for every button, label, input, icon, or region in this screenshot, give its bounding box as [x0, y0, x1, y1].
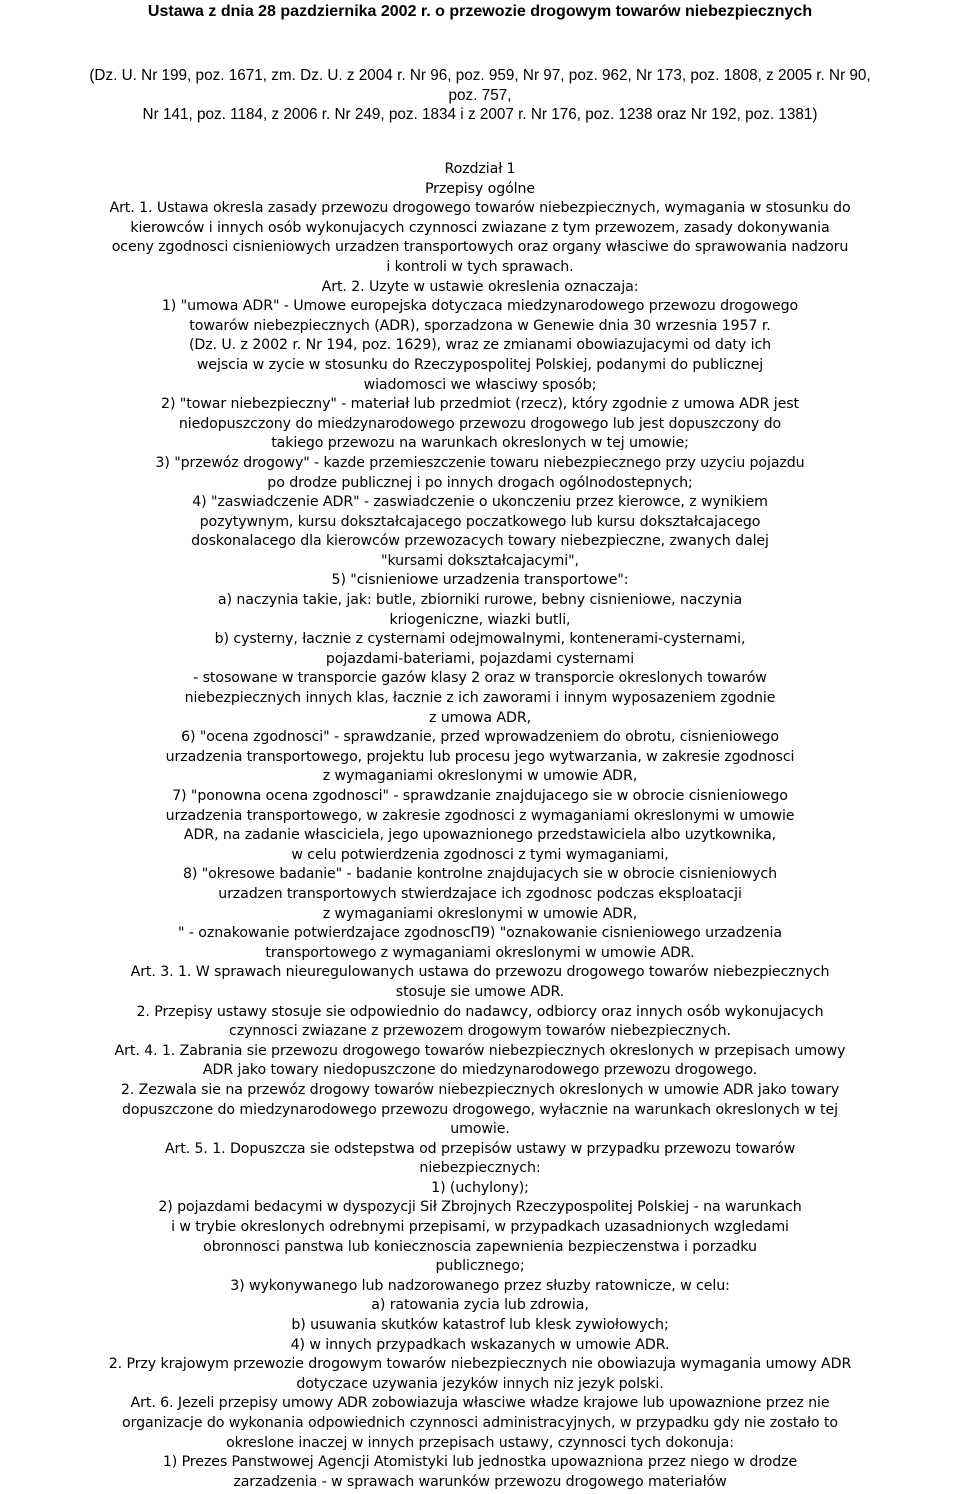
text-line: z wymaganiami okreslonymi w umowie ADR, [322, 768, 638, 785]
text-line: a) naczynia takie, jak: butle, zbiorniki rurowe, bebny cisnieniowe, naczynia [217, 592, 743, 609]
text-line: i w trybie okreslonych odrebnymi przepisami, w przypadkach uzasadnionych wzgledami [171, 1219, 789, 1236]
text-line: okreslone inaczej w innych przepisach ustawy, czynnosci tych dokonuja: [226, 1434, 734, 1451]
text-line: 1) "umowa ADR" - Umowe europejska dotyczaca miedzynarodowego przewozu drogowego [161, 298, 799, 315]
source-line: (Dz. U. Nr 199, poz. 1671, zm. Dz. U. z 2004 r. Nr 96, poz. 959, Nr 97, poz. 962, Nr 173, poz. 1808, z 2005 r. Nr 90, [89, 67, 871, 84]
text-line: urzadzenia transportowego, projektu lub procesu jego wytwarzania, w zakresie zgodnosci [165, 748, 795, 765]
text-line: 7) "ponowna ocena zgodnosci" - sprawdzanie znajdujacego sie w obrocie cisnieniowego [172, 788, 788, 804]
text-line: niedopuszczony do miedzynarodowego przewozu drogowego lub jest dopuszczony do [178, 415, 782, 432]
text-line: zarzadzenia - w sprawach warunków przewozu drogowego materiałów [233, 1473, 727, 1490]
text-line: niebezpiecznych: [419, 1160, 541, 1177]
document-title: Ustawa z dnia 28 pazdziernika 2002 r. o przewozie drogowym towarów niebezpiecznych [147, 3, 813, 20]
text-line: 3) "przewóz drogowy" - kazde przemieszczenie towaru niebezpiecznego przy uzyciu pojazdu [155, 454, 805, 471]
text-line: 2. Przepisy ustawy stosuje sie odpowiednio do nadawcy, odbiorcy oraz innych osób wykonujacych [136, 1003, 824, 1020]
text-line: 1) (uchylony); [431, 1179, 529, 1196]
text-line: doskonalacego dla kierowców przewozacych towary niebezpieczne, zwanych dalej [191, 533, 769, 550]
text-line: wiadomosci we własciwy sposób; [363, 376, 597, 393]
text-line: Art. 1. Ustawa okresla zasady przewozu drogowego towarów niebezpiecznych, wymagania w stosunku do [109, 200, 851, 217]
text-line: publicznego; [435, 1258, 525, 1275]
text-line: dotyczace uzywania jezyków innych niz jezyk polski. [296, 1375, 664, 1392]
text-line: kriogeniczne, wiazki butli, [389, 611, 571, 628]
text-line: takiego przewozu na warunkach okreslonych w tej umowie; [271, 435, 689, 452]
text-line: obronnosci panstwa lub koniecznoscia zapewnienia bezpieczenstwa i porzadku [203, 1238, 757, 1255]
text-line: 8) "okresowe badanie" - badanie kontrolne znajdujacych sie w obrocie cisnieniowych [182, 866, 778, 883]
text-line: 5) "cisnieniowe urzadzenia transportowe": [331, 572, 629, 589]
text-line: transportowego z wymaganiami okreslonymi w umowie ADR. [265, 944, 695, 961]
text-line: kierowców i innych osób wykonujacych czynnosci zwiazane z tym przewozem, zasady dokonywania [130, 219, 830, 236]
text-line: z wymaganiami okreslonymi w umowie ADR, [322, 905, 638, 922]
text-line: " - oznakowanie potwierdzajace zgodnoscΠ9) "oznakowanie cisnieniowego urzadzenia [178, 925, 782, 942]
text-line: - stosowane w transporcie gazów klasy 2 oraz w transporcie okreslonych towarów [193, 670, 767, 687]
text-line: organizacje do wykonania odpowiednich czynnosci administracyjnych, w przypadku gdy nie zostało to [122, 1415, 838, 1431]
text-line: czynnosci zwiazane z przewozem drogowym towarów niebezpiecznych. [229, 1023, 731, 1040]
chapter-heading: Rozdział 1 [444, 161, 516, 177]
source-line: poz. 757, [448, 86, 512, 104]
text-line: 6) "ocena zgodnosci" - sprawdzanie, przed wprowadzeniem do obrotu, cisnieniowego [181, 729, 779, 746]
text-line: wejscia w zycie w stosunku do Rzeczypospolitej Polskiej, podanymi do publicznej [196, 356, 764, 373]
document-body [0, 160, 960, 1492]
text-line: pozytywnym, kursu dokształcajacego poczatkowego lub kursu dokształcajacego [199, 513, 761, 530]
text-line: dopuszczone do miedzynarodowego przewozu drogowego, wyłacznie na warunkach okreslonych w tej [122, 1101, 838, 1118]
text-line: 3) wykonywanego lub nadzorowanego przez słuzby ratownicze, w celu: [230, 1277, 730, 1294]
text-line: stosuje sie umowe ADR. [395, 983, 565, 1000]
source-line: Nr 141, poz. 1184, z 2006 r. Nr 249, poz. 1834 i z 2007 r. Nr 176, poz. 1238 oraz Nr 192, poz. 1381) [142, 106, 818, 123]
text-line: Art. 4. 1. Zabrania sie przewozu drogowego towarów niebezpiecznych okreslonych w przepisach umowy [114, 1042, 846, 1059]
text-line: Art. 5. 1. Dopuszcza sie odstepstwa od przepisów ustawy w przypadku przewozu towarów [164, 1140, 796, 1157]
text-line: urzadzen transportowych stwierdzajace ich zgodnosc podczas eksploatacji [218, 885, 742, 902]
text-line: w celu potwierdzenia zgodnosci z tymi wymaganiami, [291, 846, 669, 863]
text-line: oceny zgodnosci cisnieniowych urzadzen transportowych oraz organy własciwe do sprawowania nadzoru [111, 239, 849, 256]
text-line: pojazdami-bateriami, pojazdami cysternami [325, 650, 635, 667]
chapter-subtitle: Przepisy ogólne [424, 180, 536, 197]
text-line: z umowa ADR, [428, 709, 532, 726]
text-line: Art. 2. Uzyte w ustawie okreslenia oznaczaja: [321, 278, 639, 295]
text-line: b) cysterny, łacznie z cysternami odejmowalnymi, kontenerami-cysternami, [214, 631, 746, 648]
text-line: (Dz. U. z 2002 r. Nr 194, poz. 1629), wraz ze zmianami obowiazujacymi od daty ich [188, 337, 772, 354]
text-line: Art. 3. 1. W sprawach nieuregulowanych ustawa do przewozu drogowego towarów niebezpiecznych [130, 964, 830, 981]
text-line: po drodze publicznej i po innych drogach ogólnodostepnych; [267, 474, 693, 491]
text-line: ADR, na zadanie własciciela, jego upowaznionego przedstawiciela albo uzytkownika, [183, 827, 777, 844]
text-line: 2. Przy krajowym przewozie drogowym towarów niebezpiecznych nie obowiazuja wymagania umowy ADR [108, 1356, 852, 1373]
text-line: 4) "zaswiadczenie ADR" - zaswiadczenie o ukonczeniu przez kierowce, z wynikiem [192, 494, 768, 511]
text-line: towarów niebezpiecznych (ADR), sporzadzona w Genewie dnia 30 wrzesnia 1957 r. [189, 317, 771, 334]
text-line: 1) Prezes Panstwowej Agencji Atomistyki lub jednostka upowazniona przez niego w drodze [162, 1454, 798, 1471]
text-line: 2) pojazdami bedacymi w dyspozycji Sił Zbrojnych Rzeczypospolitej Polskiej - na warunkach [158, 1199, 802, 1216]
text-line: urzadzenia transportowego, w zakresie zgodnosci z wymaganiami okreslonymi w umowie [165, 807, 795, 824]
text-line: Art. 6. Jezeli przepisy umowy ADR zobowiazuja własciwe władze krajowe lub upowaznione przez nie [130, 1395, 830, 1412]
text-line: ADR jako towary niedopuszczone do miedzynarodowego przewozu drogowego. [202, 1062, 758, 1079]
publication-source [0, 66, 960, 125]
text-line: umowie. [450, 1121, 510, 1138]
text-line: i kontroli w tych sprawach. [386, 258, 574, 275]
text-line: 2) "towar niebezpieczny" - materiał lub przedmiot (rzecz), który zgodnie z umowa ADR jest [161, 396, 799, 413]
text-line: "kursami dokształcajacymi", [381, 552, 579, 569]
text-line: b) usuwania skutków katastrof lub klesk zywiołowych; [291, 1317, 669, 1334]
text-line: 2. Zezwala sie na przewóz drogowy towarów niebezpiecznych okreslonych w umowie ADR jako towary [120, 1081, 840, 1098]
text-line: niebezpiecznych innych klas, łacznie z ich zaworami i innym wyposazeniem zgodnie [184, 690, 776, 707]
text-line: a) ratowania zycia lub zdrowia, [371, 1297, 589, 1314]
text-line: 4) w innych przypadkach wskazanych w umowie ADR. [290, 1336, 670, 1353]
